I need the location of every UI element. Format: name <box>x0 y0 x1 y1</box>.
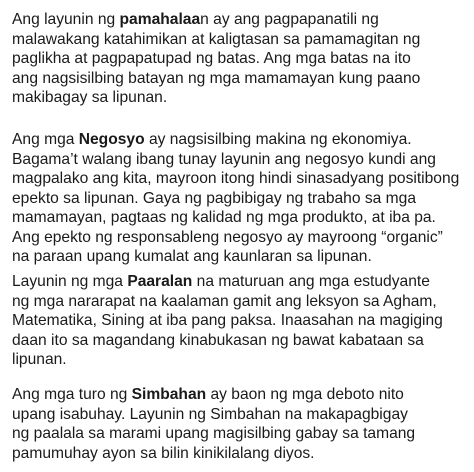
text-line: daan ito sa magandang kinabukasan ng bawat kabataan sa <box>12 331 424 349</box>
text-line: Layunin ng mga Paaralan na maturuan ang mga estudyante <box>12 273 430 290</box>
keyword-paaralan: Paaralan <box>127 273 193 290</box>
paragraph-simbahan <box>12 385 472 463</box>
text-line: Ang layunin ng pamahalaan ay ang pagpapanatili ng <box>12 11 379 28</box>
text-line: pamumuhay ayon sa bilin kinikilalang diyos. <box>12 444 315 462</box>
text-line: ang nagsisilbing batayan ng mga mamamayan kung paano <box>12 69 421 87</box>
text-line: ng mga nararapat na kaalaman gamit ang leksyon sa Agham, <box>12 292 437 310</box>
text-line: upang isabuhay. Layunin ng Simbahan na makapagbigay <box>12 405 408 423</box>
paragraph-paaralan <box>12 272 472 370</box>
text-line: na paraan upang kumalat ang kaunlaran sa lipunan. <box>12 248 372 265</box>
text-line: epekto sa lipunan. Gaya ng pagbibigay ng trabaho sa mga <box>12 189 416 207</box>
keyword-simbahan: Simbahan <box>131 386 207 403</box>
keyword-negosyo: Negosyo <box>78 131 145 148</box>
text-line: malawakang katahimikan at kaligtasan sa pamamagitan ng <box>12 30 421 48</box>
text-line: magpalako ang kita, mayroon itong hindi sinasadyang positibong <box>12 170 460 187</box>
text-line: Matematika, Sining at iba pang paksa. Inaasahan na magiging <box>12 312 443 329</box>
text-line: mamamayan, pagtaas ng kalidad ng mga produkto, at iba pa. <box>12 209 436 226</box>
text-line: Bagama’t walang ibang tunay layunin ang negosyo kundi ang <box>12 150 436 168</box>
text-line: lipunan. <box>12 351 67 368</box>
paragraph-negosyo <box>12 130 472 267</box>
text-line: Ang epekto ng responsableng negosyo ay mayroong “organic” <box>12 228 443 246</box>
text-line: paglikha at pagpapatupad ng batas. Ang mga batas na ito <box>12 50 411 67</box>
text-line: makibagay sa lipunan. <box>12 89 168 106</box>
keyword-pamahalaan: pamahalaa <box>119 11 201 28</box>
text-line: ng paalala sa marami upang magisilbing gabay sa tamang <box>12 425 416 442</box>
paragraph-pamahalaan <box>12 10 472 108</box>
text-line: Ang mga Negosyo ay nagsisilbing makina ng ekonomiya. <box>12 131 412 148</box>
text-line: Ang mga turo ng Simbahan ay baon ng mga deboto nito <box>12 386 404 403</box>
